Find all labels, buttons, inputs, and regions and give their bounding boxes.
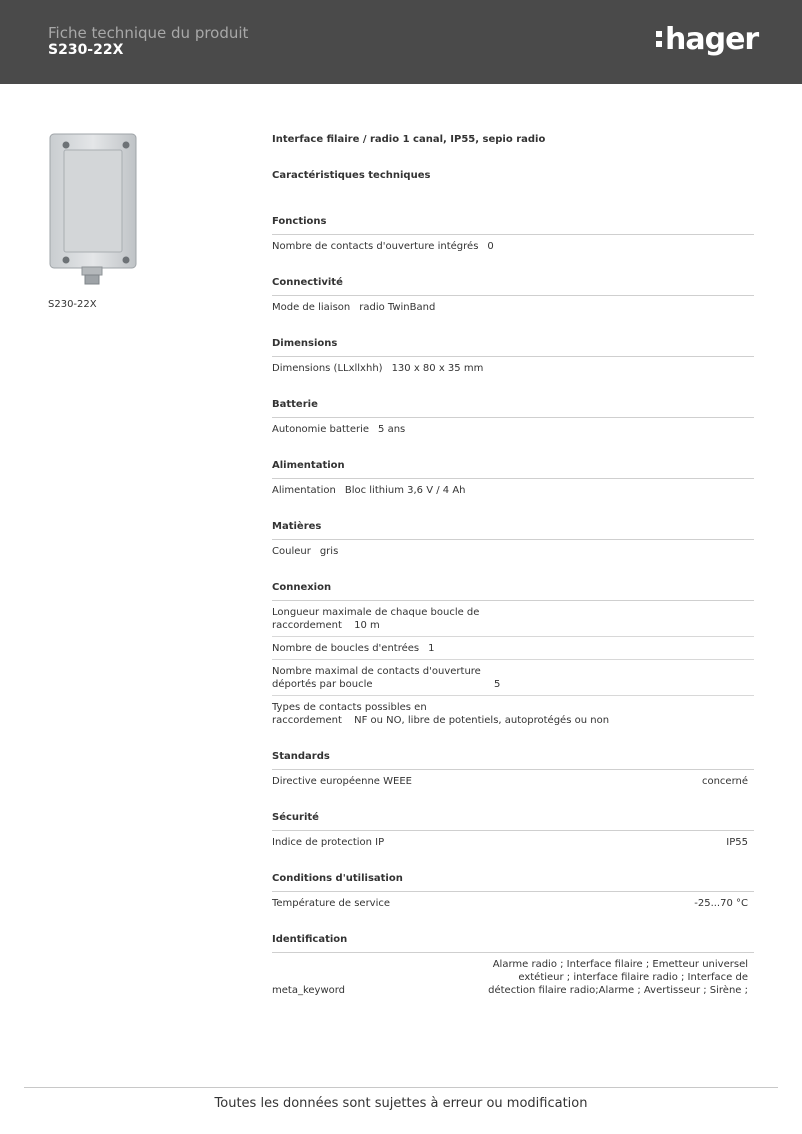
page-header: [0, 0, 802, 84]
spec-row: [272, 892, 754, 914]
spec-value: concerné: [701, 776, 748, 787]
spec-row: [272, 296, 754, 318]
section-fonctions: [272, 211, 754, 257]
footer-disclaimer: Toutes les données sont sujettes à erreur ou modification: [214, 1096, 588, 1111]
spec-label: Directive européenne WEEE: [272, 776, 412, 787]
section-securite: [272, 807, 754, 853]
spec-value: 5: [494, 679, 501, 690]
spec-label: Dimensions (LLxllxhh): [272, 363, 383, 374]
spec-value: IP55: [726, 837, 748, 848]
header-subtitle: Fiche technique du produit: [48, 24, 249, 42]
spec-row: [272, 770, 754, 792]
spec-value: 5 ans: [378, 424, 406, 435]
spec-label: meta_keyword: [272, 985, 346, 996]
spec-label-line: déportés par boucle: [272, 679, 373, 690]
spec-label: Autonomie batterie: [272, 424, 370, 435]
spec-label: Indice de protection IP: [272, 837, 385, 848]
specs-title: Caractéristiques techniques: [272, 170, 431, 181]
header-model: S230-22X: [48, 42, 124, 58]
section-title: Dimensions: [272, 333, 754, 357]
spec-value-line: extétieur ; interface filaire radio ; Interface de: [518, 972, 748, 983]
spec-label: Nombre de contacts d'ouverture intégrés: [272, 241, 479, 252]
spec-label-line: Nombre maximal de contacts d'ouverture: [272, 666, 481, 677]
spec-label: [272, 701, 609, 727]
spec-row: [272, 540, 754, 562]
spec-label-line: Types de contacts possibles en: [272, 702, 427, 713]
spec-value-line: Alarme radio ; Interface filaire ; Emetteur universel: [492, 959, 748, 970]
section-title: Sécurité: [272, 807, 754, 831]
brand-logo: [656, 22, 758, 57]
spec-row: [272, 637, 754, 660]
spec-value: 130 x 80 x 35 mm: [391, 363, 484, 374]
spec-value: NF ou NO, libre de potentiels, autoprotégés ou non: [354, 715, 610, 726]
footer-divider: [24, 1087, 778, 1088]
spec-value: Bloc lithium 3,6 V / 4 Ah: [344, 485, 466, 496]
spec-row: [272, 953, 754, 1001]
section-title: Batterie: [272, 394, 754, 418]
section-batterie: [272, 394, 754, 440]
product-description: Interface filaire / radio 1 canal, IP55, sepio radio: [272, 134, 546, 145]
section-title: Conditions d'utilisation: [272, 868, 754, 892]
spec-label: [272, 665, 494, 691]
spec-value: 1: [428, 643, 435, 654]
logo-dots-icon: [656, 27, 662, 51]
section-standards: [272, 746, 754, 792]
section-connexion: [272, 577, 754, 731]
spec-label: Mode de liaison: [272, 302, 351, 313]
section-title: Identification: [272, 929, 754, 953]
spec-row: [272, 696, 754, 731]
spec-value-line: détection filaire radio;Alarme ; Avertisseur ; Sirène ;: [488, 985, 748, 996]
spec-value: gris: [319, 546, 339, 557]
section-identification: [272, 929, 754, 1001]
section-matieres: [272, 516, 754, 562]
spec-value: [486, 958, 754, 997]
spec-label: Température de service: [272, 898, 391, 909]
product-image: [46, 130, 140, 286]
section-alimentation: [272, 455, 754, 501]
section-conditions: [272, 868, 754, 914]
section-title: Connexion: [272, 577, 754, 601]
spec-label: [272, 606, 479, 632]
spec-value: -25...70 °C: [694, 898, 748, 909]
spec-label: Couleur: [272, 546, 311, 557]
section-title: Connectivité: [272, 272, 754, 296]
spec-row: [272, 235, 754, 257]
spec-row: [272, 601, 754, 637]
section-title: Matières: [272, 516, 754, 540]
section-title: Standards: [272, 746, 754, 770]
section-title: Fonctions: [272, 211, 754, 235]
section-title: Alimentation: [272, 455, 754, 479]
spec-row: [272, 831, 754, 853]
spec-row: [272, 357, 754, 379]
spec-row: [272, 418, 754, 440]
spec-content: [272, 133, 754, 1016]
spec-label: Alimentation: [272, 485, 336, 496]
spec-label-line: raccordement: [272, 620, 342, 631]
spec-row: [272, 660, 754, 696]
section-connectivite: [272, 272, 754, 318]
section-dimensions: [272, 333, 754, 379]
spec-label-line: raccordement: [272, 715, 342, 726]
spec-value: 0: [487, 241, 494, 252]
spec-value: radio TwinBand: [359, 302, 436, 313]
spec-value: 10 m: [354, 620, 380, 631]
product-caption: S230-22X: [48, 299, 97, 310]
logo-text: hager: [665, 22, 759, 57]
spec-label: Nombre de boucles d'entrées: [272, 643, 420, 654]
spec-label-line: Longueur maximale de chaque boucle de: [272, 607, 480, 618]
spec-row: [272, 479, 754, 501]
